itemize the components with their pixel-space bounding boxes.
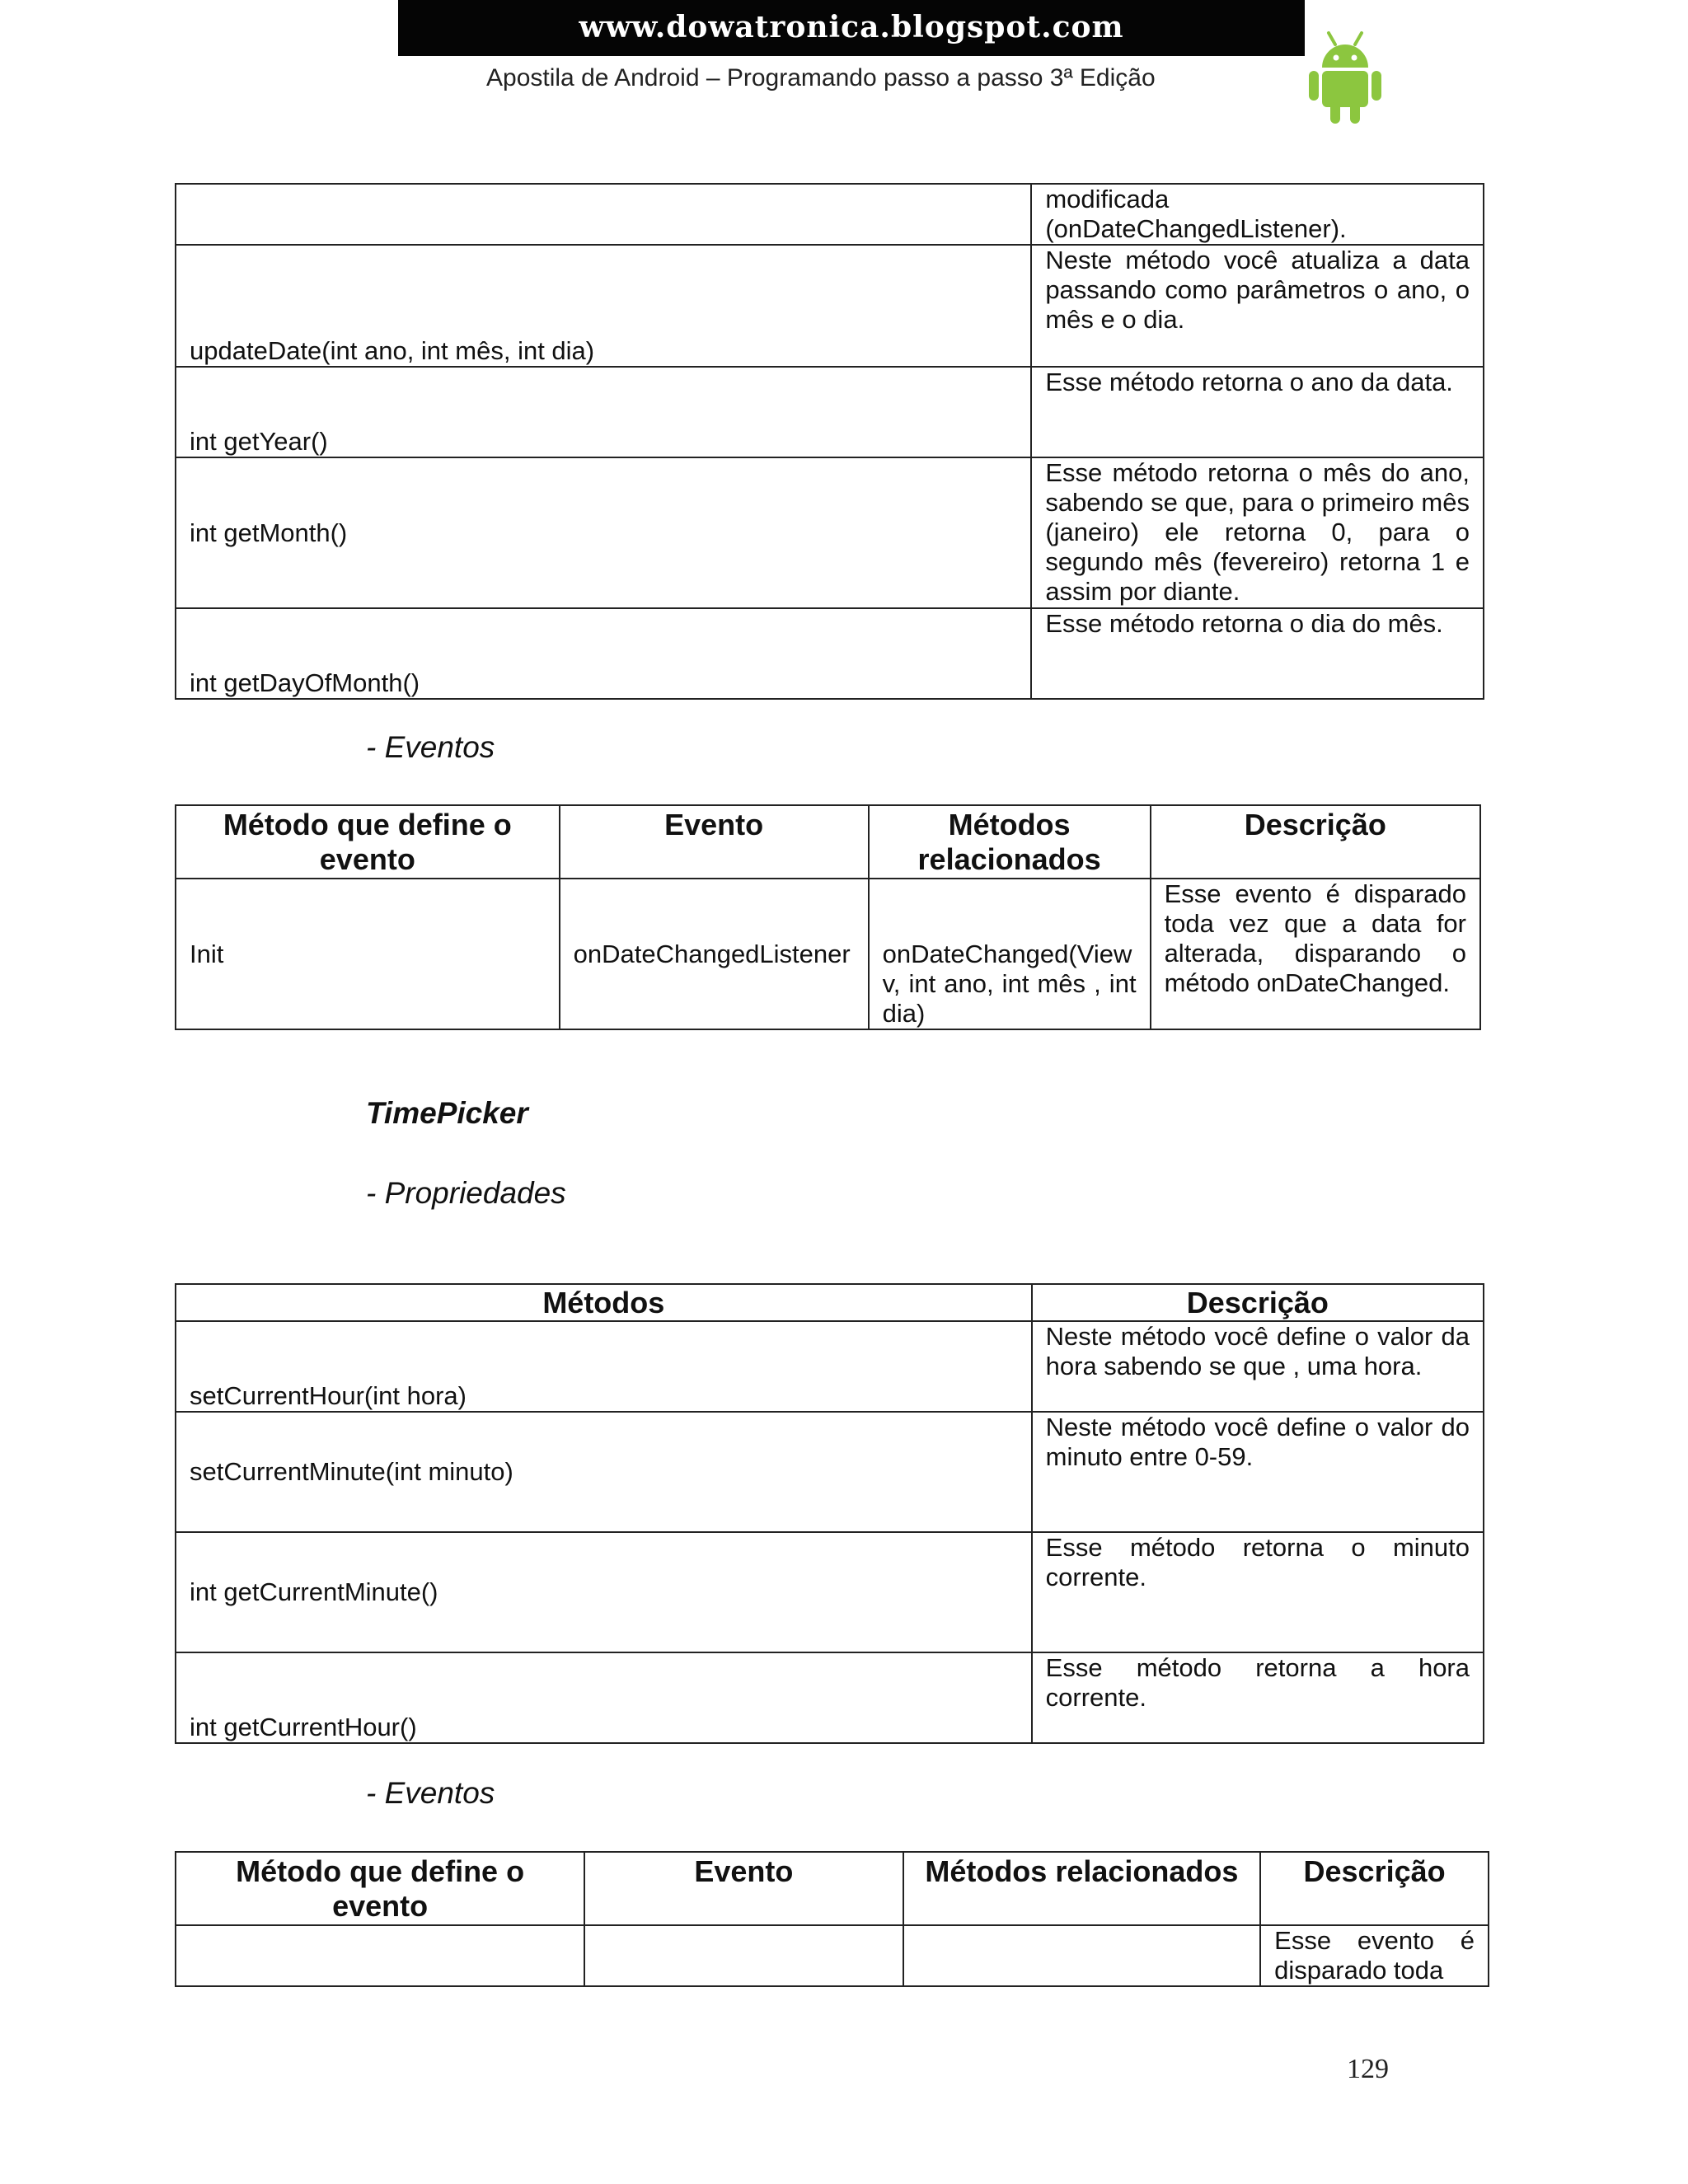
timepicker-properties-heading: - Propriedades	[366, 1176, 566, 1210]
table-row	[176, 367, 1484, 457]
timepicker-methods-table	[175, 1283, 1484, 1744]
page-number: 129	[1347, 2054, 1389, 2084]
column-header: Descrição	[1032, 1284, 1484, 1321]
timepicker-title: TimePicker	[366, 1096, 528, 1130]
table-row	[176, 1532, 1484, 1652]
column-header: Métodos	[176, 1284, 1032, 1321]
method-cell: int getCurrentHour()	[176, 1652, 1032, 1743]
description-cell: Esse método retorna o minuto corrente.	[1032, 1532, 1484, 1652]
method-cell: int getYear()	[176, 367, 1031, 457]
related-methods-cell: onDateChanged(View v, int ano, int mês , int dia)	[869, 879, 1151, 1029]
table-header-row	[176, 1852, 1489, 1925]
timepicker-events-heading: - Eventos	[366, 1776, 495, 1810]
datepicker-methods-table	[175, 183, 1484, 700]
event-method-cell	[176, 1925, 584, 1986]
table-row	[176, 1321, 1484, 1412]
related-methods-cell	[903, 1925, 1261, 1986]
table-row	[176, 879, 1480, 1029]
description-cell: Esse método retorna o dia do mês.	[1031, 608, 1484, 699]
method-cell: setCurrentMinute(int minuto)	[176, 1412, 1032, 1532]
description-cell: Esse método retorna a hora corrente.	[1032, 1652, 1484, 1743]
document-header-title: Apostila de Android – Programando passo a passo 3ª Edição	[486, 64, 1156, 91]
method-cell: setCurrentHour(int hora)	[176, 1321, 1032, 1412]
description-cell: Esse evento é disparado toda	[1260, 1925, 1489, 1986]
table-row	[176, 457, 1484, 608]
method-cell: int getCurrentMinute()	[176, 1532, 1032, 1652]
event-method-cell: Init	[176, 879, 560, 1029]
column-header: Método que define o evento	[176, 805, 560, 879]
column-header: Evento	[584, 1852, 903, 1925]
android-robot-icon	[1304, 26, 1386, 125]
description-cell: Neste método você atualiza a data passando como parâmetros o ano, o mês e o dia.	[1031, 245, 1484, 367]
column-header: Evento	[560, 805, 869, 879]
site-banner: www.dowatronica.blogspot.com	[398, 0, 1305, 56]
column-header: Método que define o evento	[176, 1852, 584, 1925]
datepicker-events-table	[175, 804, 1481, 1030]
method-cell: int getDayOfMonth()	[176, 608, 1031, 699]
description-cell: Esse evento é disparado toda vez que a data for alterada, disparando o método onDateChanged.	[1151, 879, 1480, 1029]
table-row	[176, 608, 1484, 699]
description-cell: modificada (onDateChangedListener).	[1031, 184, 1484, 245]
event-name-cell	[584, 1925, 903, 1986]
table-row	[176, 245, 1484, 367]
column-header: Descrição	[1260, 1852, 1489, 1925]
column-header: Métodos relacionados	[869, 805, 1151, 879]
table-header-row	[176, 1284, 1484, 1321]
method-cell: updateDate(int ano, int mês, int dia)	[176, 245, 1031, 367]
method-cell	[176, 184, 1031, 245]
table-row	[176, 1412, 1484, 1532]
description-cell: Esse método retorna o ano da data.	[1031, 367, 1484, 457]
column-header: Métodos relacionados	[903, 1852, 1261, 1925]
table-row	[176, 1925, 1489, 1986]
table-header-row	[176, 805, 1480, 879]
column-header: Descrição	[1151, 805, 1480, 879]
table-row	[176, 1652, 1484, 1743]
table-row	[176, 184, 1484, 245]
timepicker-events-table	[175, 1851, 1489, 1987]
datepicker-events-heading: - Eventos	[366, 730, 495, 764]
method-cell: int getMonth()	[176, 457, 1031, 608]
event-name-cell: onDateChangedListener	[560, 879, 869, 1029]
description-cell: Neste método você define o valor do minuto entre 0-59.	[1032, 1412, 1484, 1532]
description-cell: Neste método você define o valor da hora sabendo se que , uma hora.	[1032, 1321, 1484, 1412]
description-cell: Esse método retorna o mês do ano, sabendo se que, para o primeiro mês (janeiro) ele retorna 0, para o segundo mês (fevereiro) retorna 1 e assim por diante.	[1031, 457, 1484, 608]
